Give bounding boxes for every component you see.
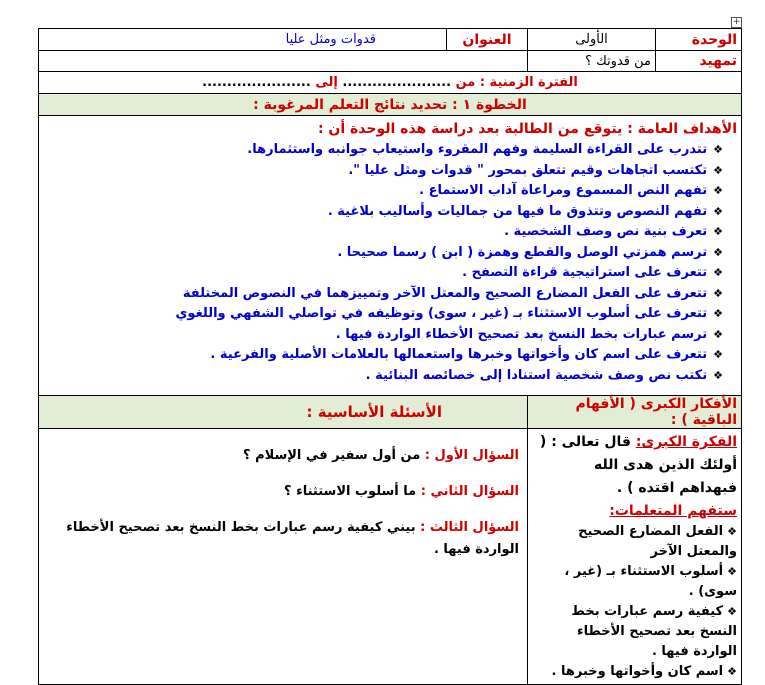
learn-text: اسم كان وأخواتها وخبرها . [551, 664, 724, 679]
unit-label: الوحدة [656, 29, 742, 51]
objective-text: تفهم النص المسموع ومراعاة آداب الاستماع . [419, 183, 708, 198]
title-label: العنوان [447, 29, 528, 51]
objectives-list [43, 140, 737, 386]
objective-text: تكتب نص وصف شخصية استنادا إلى خصائصه البنائية . [365, 367, 708, 383]
objective-item [43, 222, 723, 243]
diamond-bullet-icon: ❖ [713, 327, 723, 341]
period-from-dots: ...................... [342, 75, 452, 90]
question-2 [47, 481, 519, 503]
question-1 [47, 445, 519, 467]
objective-text: تكتسب اتجاهات وقيم تتعلق بمحور " قدوات ومثل عليا ". [348, 162, 708, 178]
objective-item [43, 263, 723, 284]
big-idea-label: الفكرة الكبرى: [635, 434, 737, 450]
diamond-bullet-icon: ❖ [713, 225, 723, 238]
learn-text: الفعل المضارع الصحيح والمعتل الآخر [578, 524, 737, 559]
big-idea-text: قال تعالى : ( أولئك الذين هدى الله فبهداهم اقتده ) . [539, 434, 737, 496]
diamond-bullet-icon: ❖ [713, 307, 723, 320]
question-3 [47, 517, 519, 561]
q3-label: السؤال الثالث : [420, 520, 519, 535]
objective-item [43, 181, 723, 202]
diamond-bullet-icon: ❖ [713, 143, 723, 156]
title-value: قدوات ومثل عليا [39, 29, 447, 51]
lesson-plan-table [38, 28, 742, 685]
objective-text: تعرف بنية نص وصف الشخصية . [504, 224, 708, 239]
diamond-bullet-icon: ❖ [727, 605, 737, 618]
learn-list [532, 522, 737, 682]
objective-item [43, 284, 723, 305]
learn-item [532, 602, 737, 662]
step1-title: الخطوة ١ : تحديد نتائج التعلم المرغوبة : [39, 94, 742, 116]
diamond-bullet-icon: ❖ [713, 368, 723, 382]
q1-text: من أول سفير في الإسلام ؟ [243, 448, 421, 463]
diamond-bullet-icon: ❖ [727, 665, 737, 678]
intro-empty-cell [39, 51, 528, 72]
objective-item [43, 161, 723, 182]
unit-value: الأولى [528, 29, 656, 51]
objective-item [43, 366, 723, 387]
objective-text: تفهم النصوص وتتذوق ما فيها من جماليات وأساليب بلاغية . [327, 203, 708, 219]
diamond-bullet-icon: ❖ [713, 204, 723, 218]
objective-text: تتدرب على القراءة السليمة وفهم المقروء واستيعاب جوانبه واستثمارها. [247, 142, 708, 157]
objective-item [43, 140, 723, 161]
objective-text: ترسم عبارات بخط النسخ بعد تصحيح الأخطاء الواردة فيها . [335, 326, 708, 342]
big-ideas-cell [528, 429, 742, 685]
q2-label: السؤال الثاني : [420, 484, 519, 499]
learn-text: كيفية رسم عبارات بخط النسخ بعد تصحيح الأخطاء الواردة فيها . [571, 604, 737, 659]
diamond-bullet-icon: ❖ [713, 184, 723, 197]
q1-label: السؤال الأول : [424, 448, 519, 463]
questions-cell [39, 429, 528, 685]
learn-item [532, 522, 737, 562]
diamond-bullet-icon: ❖ [727, 525, 737, 538]
period-label: الفترة الزمنية : من [455, 75, 578, 90]
period-to-dots: ...................... [202, 75, 311, 90]
period-to-label: إلى [315, 75, 338, 90]
learn-label: ستفهم المتعلمات: [609, 503, 737, 519]
objective-item [43, 243, 723, 264]
diamond-bullet-icon: ❖ [713, 245, 723, 259]
objective-item [43, 345, 723, 366]
q3-text: بيني كيفية رسم عبارات بخط النسخ بعد تصحيح الأخطاء الواردة فيها . [66, 520, 519, 557]
diamond-bullet-icon: ❖ [713, 286, 723, 300]
objective-item [43, 325, 723, 346]
learn-text: أسلوب الاستثناء بـ (غير ، سوى) . [564, 564, 737, 599]
intro-value: من قدوتك ؟ [528, 51, 656, 72]
objectives-cell [39, 116, 742, 396]
q2-text: ما أسلوب الاستثناء ؟ [284, 484, 417, 499]
learn-item [532, 562, 737, 602]
big-idea-block [532, 431, 737, 500]
objective-item [43, 202, 723, 223]
table-anchor-icon[interactable]: + [732, 17, 741, 27]
objective-text: تتعرف على أسلوب الاستثناء بـ (غير ، سوى) وتوظيفه في تواصلي الشفهي واللغوي [175, 306, 708, 321]
diamond-bullet-icon: ❖ [727, 565, 737, 578]
questions-header: الأسئلة الأساسية : [39, 396, 528, 429]
objective-text: تتعرف على الفعل المضارع الصحيح والمعتل الآخر وتمييزهما في النصوص المختلفة [182, 285, 708, 301]
period-row [39, 72, 742, 94]
objective-text: ترسم همزتي الوصل والقطع وهمزة ( ابن ) رسما صحيحا . [337, 244, 708, 260]
big-ideas-header: الأفكار الكبرى ( الأفهام الباقية ) : [528, 396, 742, 429]
diamond-bullet-icon: ❖ [713, 266, 723, 279]
learn-item [532, 662, 737, 682]
diamond-bullet-icon: ❖ [713, 348, 723, 361]
diamond-bullet-icon: ❖ [713, 163, 723, 177]
objective-item [43, 304, 723, 325]
objectives-heading: الأهداف العامة : يتوقع من الطالبة بعد دراسة هذه الوحدة أن : [317, 121, 737, 137]
objective-text: تتعرف على اسم كان وأخواتها وخبرها واستعمالها بالعلامات الأصلية والفرعية . [210, 347, 708, 362]
objective-text: تتعرف على استراتيجية قراءة التصفح . [462, 265, 708, 280]
intro-label: تمهيد [656, 51, 742, 72]
